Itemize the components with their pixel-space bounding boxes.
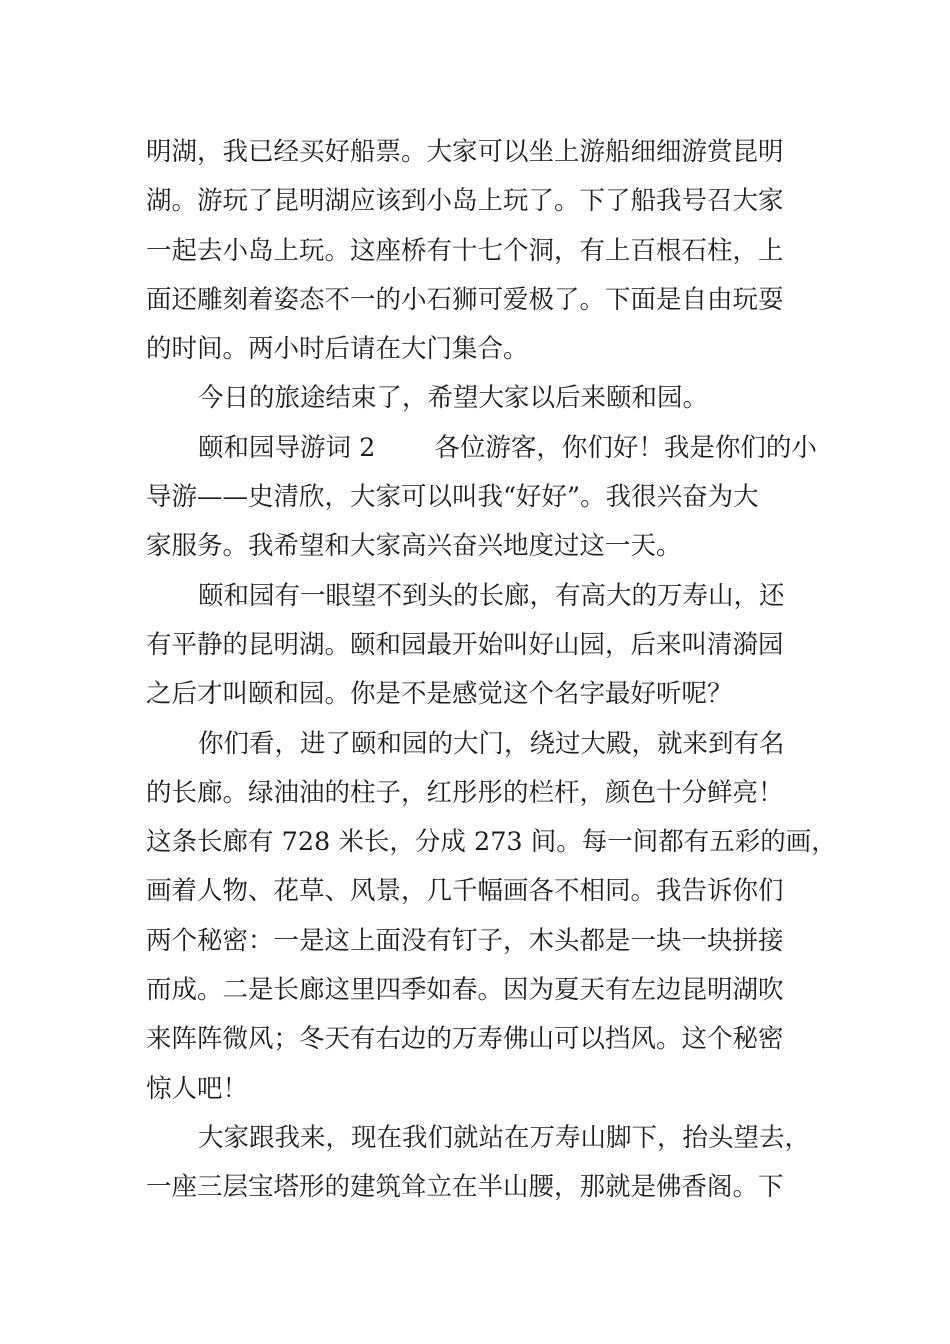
text-line: 一座三层宝塔形的建筑耸立在半山腰，那就是佛香阁。下: [146, 1172, 784, 1203]
text-line: 家服务。我希望和大家高兴奋兴地度过这一天。: [146, 531, 682, 562]
text-line: 画着人物、花草、风景，几千幅画各不相同。我告诉你们: [146, 876, 784, 907]
text-line: 惊人吧！: [146, 1073, 249, 1104]
text-line: 来阵阵微风；冬天有右边的万寿佛山可以挡风。这个秘密: [146, 1024, 784, 1055]
text-line: 而成。二是长廊这里四季如春。因为夏天有左边昆明湖吹: [146, 975, 784, 1006]
text-line: 湖。游玩了昆明湖应该到小岛上玩了。下了船我号召大家: [146, 186, 784, 217]
text-line: 的长廊。绿油油的柱子，红彤彤的栏杆，颜色十分鲜亮！: [146, 777, 784, 808]
text-line: 两个秘密：一是这上面没有钉子，木头都是一块一块拼接: [146, 925, 784, 956]
text-line: 明湖，我已经买好船票。大家可以坐上游船细细游赏昆明: [146, 137, 784, 167]
text-line: 一起去小岛上玩。这座桥有十七个洞，有上百根石柱，上: [146, 235, 784, 266]
text-line: 颐和园导游词 2 各位游客，你们好！我是你们的小: [198, 432, 817, 463]
text-line: 面还雕刻着姿态不一的小石狮可爱极了。下面是自由玩耍: [146, 284, 784, 315]
text-line: 大家跟我来，现在我们就站在万寿山脚下，抬头望去，: [198, 1122, 811, 1153]
text-line: 今日的旅途结束了，希望大家以后来颐和园。: [198, 383, 709, 414]
text-line: 这条长廊有 728 米长，分成 273 间。每一间都有五彩的画，: [146, 827, 837, 858]
text-line: 导游——史清欣，大家可以叫我“好好”。我很兴奋为大: [146, 482, 759, 513]
text-line: 的时间。两小时后请在大门集合。: [146, 334, 529, 365]
text-line: 之后才叫颐和园。你是不是感觉这个名字最好听呢？: [146, 679, 733, 710]
body-text: [146, 128, 837, 1213]
text-line: 你们看，进了颐和园的大门，绕过大殿，就来到有名: [198, 728, 785, 759]
text-line: 颐和园有一眼望不到头的长廊，有高大的万寿山，还: [198, 580, 785, 611]
text-line: 有平静的昆明湖。颐和园最开始叫好山园，后来叫清漪园: [146, 629, 784, 660]
